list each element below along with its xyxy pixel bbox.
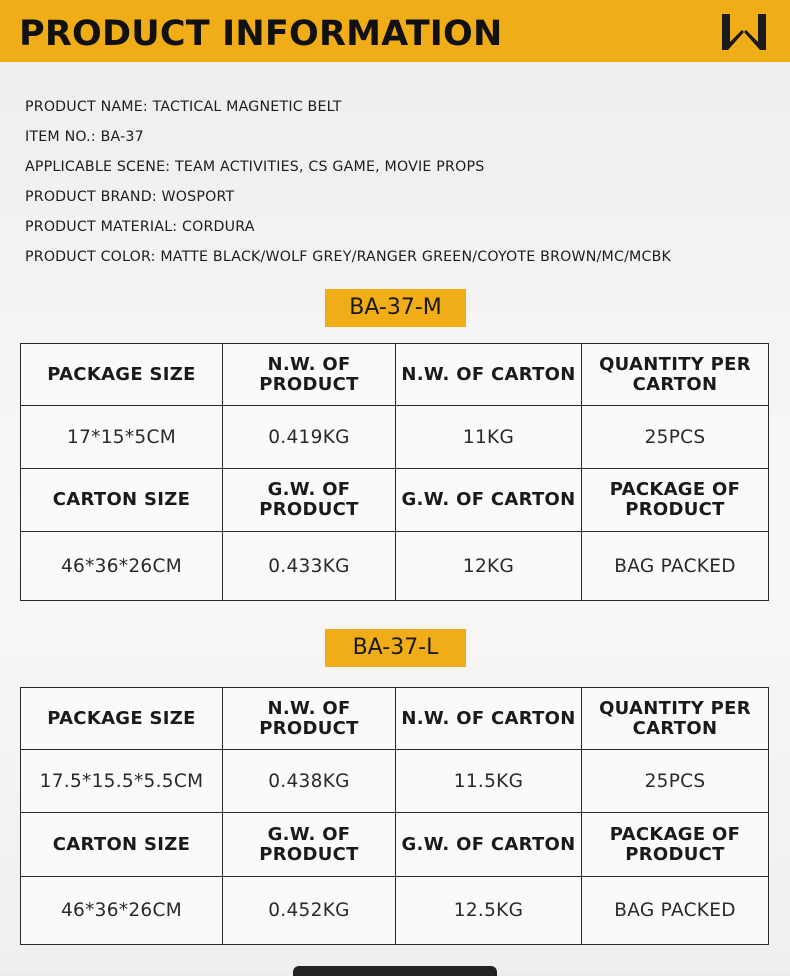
info-product-material: PRODUCT MATERIAL: CORDURA [25,219,255,235]
value-quantity-per-carton: 25PCS [582,750,769,813]
table-row [21,344,769,406]
page-title: PRODUCT INFORMATION [19,14,503,54]
bottom-tab-decoration [293,966,497,976]
header-gw-carton: G.W. OF CARTON [396,813,582,877]
spec-table-m [20,343,769,601]
table-row [21,813,769,877]
value-carton-size: 46*36*26CM [21,877,223,945]
value-carton-size: 46*36*26CM [21,532,223,601]
model-label-m: BA-37-M [325,289,466,327]
header-package-size: PACKAGE SIZE [21,344,223,406]
info-applicable-scene: APPLICABLE SCENE: TEAM ACTIVITIES, CS GAME, MOVIE PROPS [25,159,485,175]
value-gw-carton: 12.5KG [396,877,582,945]
header-nw-product: N.W. OF PRODUCT [223,688,396,750]
info-item-no: ITEM NO.: BA-37 [25,129,144,145]
header-banner [0,0,790,62]
value-gw-carton: 12KG [396,532,582,601]
header-nw-carton: N.W. OF CARTON [396,688,582,750]
value-nw-carton: 11KG [396,406,582,469]
value-package-of-product: BAG PACKED [582,877,769,945]
header-quantity-per-carton: QUANTITY PER CARTON [582,688,769,750]
info-product-color: PRODUCT COLOR: MATTE BLACK/WOLF GREY/RANGER GREEN/COYOTE BROWN/MC/MCBK [25,249,672,265]
value-nw-product: 0.419KG [223,406,396,469]
header-quantity-per-carton: QUANTITY PER CARTON [582,344,769,406]
wosport-logo-icon [720,12,768,52]
value-gw-product: 0.433KG [223,532,396,601]
table-row [21,406,769,469]
header-carton-size: CARTON SIZE [21,469,223,532]
info-product-brand: PRODUCT BRAND: WOSPORT [25,189,235,205]
header-nw-product: N.W. OF PRODUCT [223,344,396,406]
header-package-of-product: PACKAGE OF PRODUCT [582,813,769,877]
info-product-name: PRODUCT NAME: TACTICAL MAGNETIC BELT [25,99,342,115]
header-nw-carton: N.W. OF CARTON [396,344,582,406]
table-row [21,532,769,601]
header-gw-product: G.W. OF PRODUCT [223,469,396,532]
header-carton-size: CARTON SIZE [21,813,223,877]
header-gw-product: G.W. OF PRODUCT [223,813,396,877]
value-package-of-product: BAG PACKED [582,532,769,601]
header-package-of-product: PACKAGE OF PRODUCT [582,469,769,532]
value-package-size: 17*15*5CM [21,406,223,469]
table-row [21,877,769,945]
header-gw-carton: G.W. OF CARTON [396,469,582,532]
value-quantity-per-carton: 25PCS [582,406,769,469]
table-row [21,469,769,532]
value-gw-product: 0.452KG [223,877,396,945]
header-package-size: PACKAGE SIZE [21,688,223,750]
table-row [21,750,769,813]
product-info-list [25,92,671,272]
model-label-l: BA-37-L [325,629,466,667]
value-nw-product: 0.438KG [223,750,396,813]
value-nw-carton: 11.5KG [396,750,582,813]
spec-table-l [20,687,769,945]
table-row [21,688,769,750]
value-package-size: 17.5*15.5*5.5CM [21,750,223,813]
